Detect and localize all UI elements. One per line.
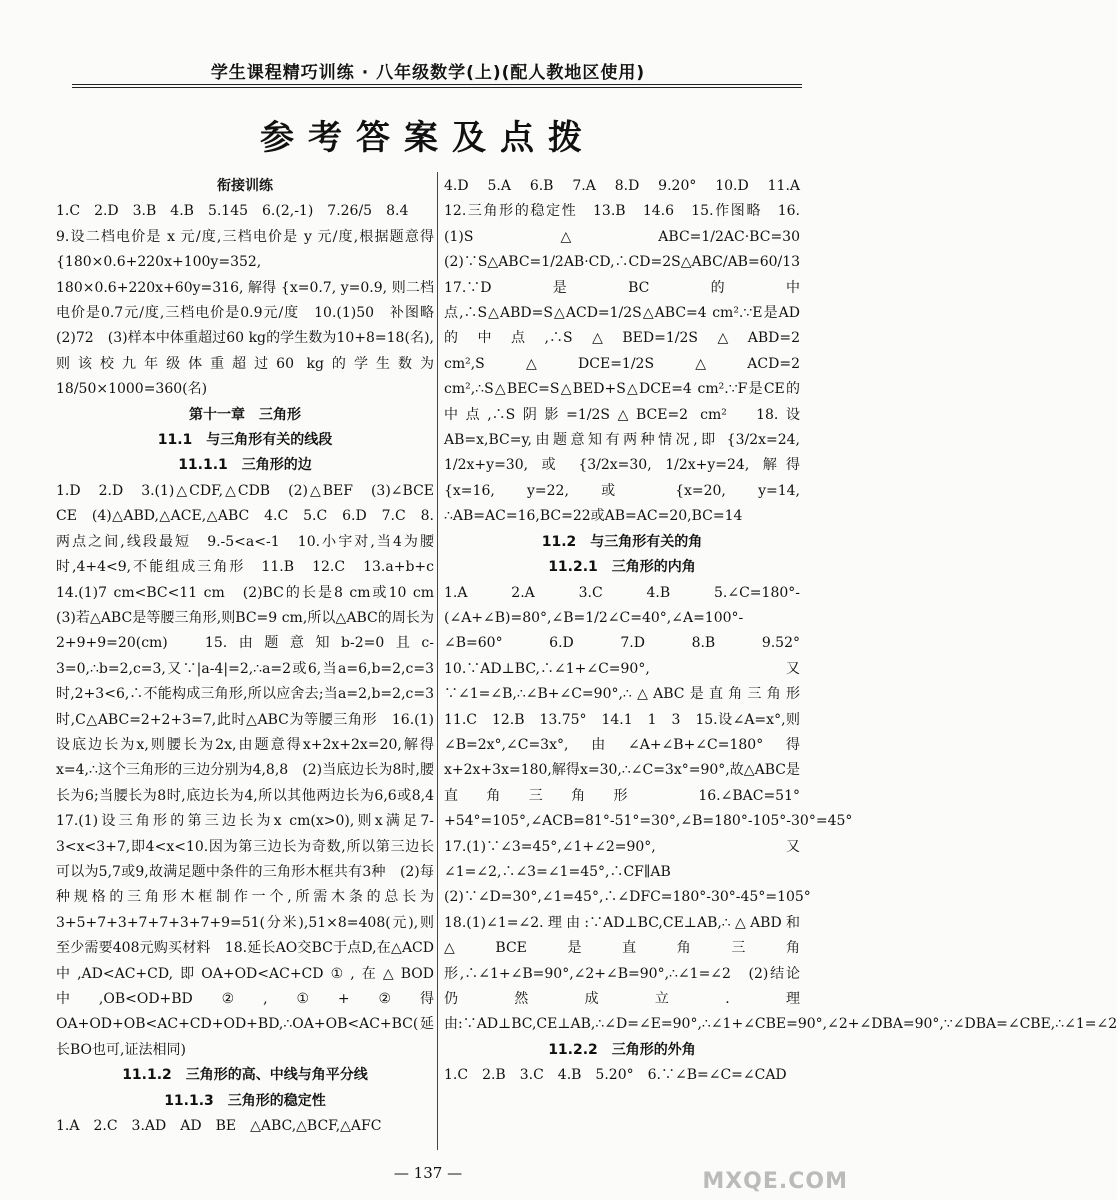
answer-paragraph: 1.C 2.D 3.B 4.B 5.145 6.(2,-1) 7.26/5 8.4	[56, 203, 409, 220]
header-rule-top	[72, 84, 802, 85]
answer-paragraph: 9.设二档电价是 x 元/度,三档电价是 y 元/度,根据题意得 {180×0.6+220x+100y=352, 180×0.6+220x+60y=316, 解得 {x=0.7, y=0.9, 则二档电价是0.7元/度,三档电价是0.9元/度 10.(1)50 补图略 (2)72 (3)样本中体重超过60 kg的学生数为10+8=18(名),则该校九年级体重超过60 kg的学生数为18/50×1000=360(名)	[56, 228, 448, 398]
answer-paragraph: 1.D 2.D 3.(1)△CDF,△CDB (2)△BEF (3)∠BCE CE (4)△ABD,△ACE,△ABC 4.C 5.C 6.D 7.C 8.两点之间,线段最短 9.-5<a<-1 10.小宇对,当4为腰时,4+4<9,不能组成三角形 11.B 12.C 13.a+b+c 14.(1)7 cm<BC<11 cm (2)BC的长是8 cm或10 cm (3)若△ABC是等腰三角形,则BC=9 cm,所以△ABC的周长为2+9+9=20(cm) 15.由题意知b-2=0且c-3=0,∴b=2,c=3,又∵|a-4|=2,∴a=2或6,当a=6,b=2,c=3时,2+3<6,∴不能构成三角形,所以应舍去;当a=2,b=2,c=3时,C△ABC=2+2+3=7,此时△ABC为等腰三角形 16.(1)设底边长为x,则腰长为2x,由题意得x+2x+2x=20,解得x=4,∴这个三角形的三边分别为4,8,8 (2)当底边长为8时,腰长为6;当腰长为8时,底边长为4,所以其他两边长为6,6或8,4 17.(1)设三角形的第三边长为x cm(x>0),则x满足7-3<x<3+7,即4<x<10.因为第三边长为奇数,所以第三边长可以为5,7或9,故满足题中条件的三角形木框共有3种 (2)每种规格的三角形木框制作一个,所需木条的总长为3+5+7+3+7+7+3+7+9=51(分米),51×8=408(元),则至少需要408元购买材料 18.延长AO交BC于点D,在△ACD中,AD<AC+CD,即OA+OD<AC+CD①,在△BOD中,OB<OD+BD②,①+②得OA+OD+OB<AC+CD+OD+BD,∴OA+OB<AC+BC(延长BO也可,证法相同)	[56, 482, 448, 1058]
page-title: 参考答案及点拨	[260, 118, 596, 158]
section-heading: 第十一章 三角形	[189, 406, 301, 423]
section-heading: 11.2.2 三角形的外角	[548, 1041, 696, 1058]
header-rule-bottom	[72, 87, 802, 88]
section-heading: 衔接训练	[217, 178, 273, 194]
answer-paragraph: 1.A 2.A 3.C 4.B 5.∠C=180°-(∠A+∠B)=80°,∠B=1/2∠C=40°,∠A=100°-∠B=60° 6.D 7.D 8.B 9.52° 10.∵AD⊥BC,∴∠1+∠C=90°,又∵∠1=∠B,∴∠B+∠C=90°,∴△ABC是直角三角形 11.C 12.B 13.75° 14.1 1 3 15.设∠A=x°,则∠B=2x°,∠C=3x°,由∠A+∠B+∠C=180°得x+2x+3x=180,解得x=30,∴∠C=3x°=90°,故△ABC是直角三角形 16.∠BAC=51°+54°=105°,∠ACB=81°-51°=30°,∠B=180°-105°-30°=45° 17.(1)∵∠3=45°,∠1+∠2=90°,又∠1=∠2,∴∠3=∠1=45°,∴CF∥AB (2)∵∠D=30°,∠1=45°,∴∠DFC=180°-30°-45°=105° 18.(1)∠1=∠2.理由:∵AD⊥BC,CE⊥AB,∴△ABD和△BCE是直角三角形,∴∠1+∠B=90°,∠2+∠B=90°,∴∠1=∠2 (2)结论仍然成立.理由:∵AD⊥BC,CE⊥AB,∴∠D=∠E=90°,∴∠1+∠CBE=90°,∠2+∠DBA=90°,∵∠DBA=∠CBE,∴∠1=∠2	[444, 584, 1117, 1033]
answer-paragraph: 4.D 5.A 6.B 7.A 8.D 9.20° 10.D 11.A 12.三角形的稳定性 13.B 14.6 15.作图略 16.(1)S△ABC=1/2AC·BC=30 (2)∵S△ABC=1/2AB·CD,∴CD=2S△ABC/AB=60/13 17.∵D是BC的中点,∴S△ABD=S△ACD=1/2S△ABC=4 cm².∵E是AD的中点,∴S△BED=1/2S△ABD=2 cm²,S△DCE=1/2S△ACD=2 cm²,∴S△BEC=S△BED+S△DCE=4 cm².∵F是CE的中点,∴S阴影=1/2S△BCE=2 cm² 18.设AB=x,BC=y,由题意知有两种情况,即 {3/2x=24, 1/2x+y=30, 或 {3/2x=30, 1/2x+y=24, 解得 {x=16, y=22, 或 {x=20, y=14, ∴AB=AC=16,BC=22或AB=AC=20,BC=14	[444, 178, 815, 525]
page-number: — 137 —	[393, 1164, 463, 1182]
section-heading: 11.2 与三角形有关的角	[541, 533, 703, 550]
section-heading: 11.1.1 三角形的边	[178, 457, 312, 474]
section-heading: 11.1.2 三角形的高、中线与角平分线	[122, 1067, 368, 1084]
section-heading: 11.2.1 三角形的内角	[548, 559, 696, 576]
watermark-logo: MXQE.COM	[702, 1169, 848, 1194]
section-heading: 11.1.3 三角形的稳定性	[164, 1092, 326, 1109]
answer-paragraph: 1.C 2.B 3.C 4.B 5.20° 6.∵∠B=∠C=∠CAD	[444, 1067, 787, 1084]
section-heading: 11.1 与三角形有关的线段	[157, 432, 333, 449]
running-header: 学生课程精巧训练 · 八年级数学(上)(配人教地区使用)	[210, 63, 646, 83]
right-column	[444, 174, 1117, 1089]
answer-paragraph: 1.A 2.C 3.AD AD BE △ABC,△BCF,△AFC	[56, 1118, 382, 1135]
left-column	[56, 174, 448, 1139]
